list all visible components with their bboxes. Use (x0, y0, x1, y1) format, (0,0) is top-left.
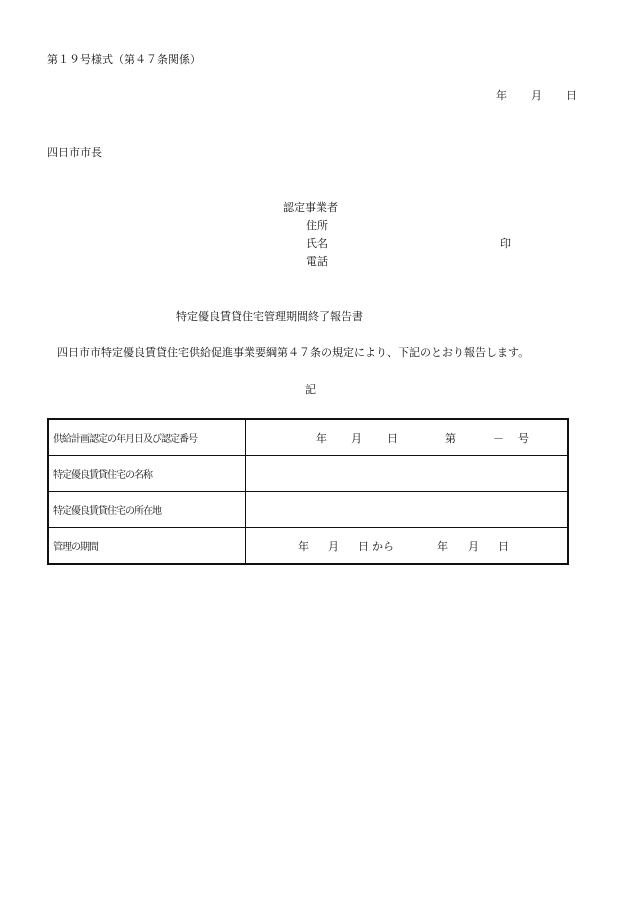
document-title: 特定優良賃貸住宅管理期間終了報告書 (176, 310, 363, 323)
table-row (48, 528, 568, 565)
period-year-from: 年 (298, 539, 309, 553)
address-label: 住所 (306, 219, 328, 232)
certification-date-number-cell[interactable] (246, 419, 569, 456)
period-day-from: 日 (358, 539, 369, 553)
phone-label: 電話 (306, 255, 328, 268)
ki-label: 記 (305, 383, 316, 396)
seal-mark: 印 (500, 237, 511, 250)
period-month-from: 月 (328, 539, 339, 553)
row-label-name: 特定優良賃貸住宅の名称 (48, 456, 246, 492)
period-month-to: 月 (468, 539, 479, 553)
date-day: 日 (566, 89, 577, 102)
date-month: 月 (531, 89, 542, 102)
management-period-cell[interactable] (246, 528, 569, 565)
row-label-certification: 供給計画認定の年月日及び認定番号 (48, 419, 246, 456)
table-row (48, 492, 568, 528)
cert-go: 号 (518, 431, 529, 445)
applicant-title: 認定事業者 (283, 201, 338, 214)
period-year-to: 年 (437, 539, 448, 553)
period-kara: から (372, 539, 394, 553)
cert-month: 月 (351, 431, 362, 445)
housing-location-cell[interactable] (246, 492, 569, 528)
name-label: 氏名 (306, 237, 328, 250)
form-number: 第１９号様式（第４７条関係） (47, 53, 201, 66)
cert-dash: － (493, 431, 504, 445)
row-label-period: 管理の期間 (48, 528, 246, 565)
cert-day: 日 (387, 431, 398, 445)
report-table (47, 418, 569, 565)
table-row (48, 456, 568, 492)
cert-dai: 第 (445, 431, 456, 445)
body-text: 四日市市特定優良賃貸住宅供給促進事業要綱第４７条の規定により、下記のとおり報告します。 (57, 346, 530, 359)
cert-year: 年 (316, 431, 327, 445)
table-row (48, 419, 568, 456)
addressee: 四日市市長 (47, 146, 102, 159)
housing-name-cell[interactable] (246, 456, 569, 492)
row-label-location: 特定優良賃貸住宅の所在地 (48, 492, 246, 528)
period-day-to: 日 (498, 539, 509, 553)
date-year: 年 (496, 89, 507, 102)
